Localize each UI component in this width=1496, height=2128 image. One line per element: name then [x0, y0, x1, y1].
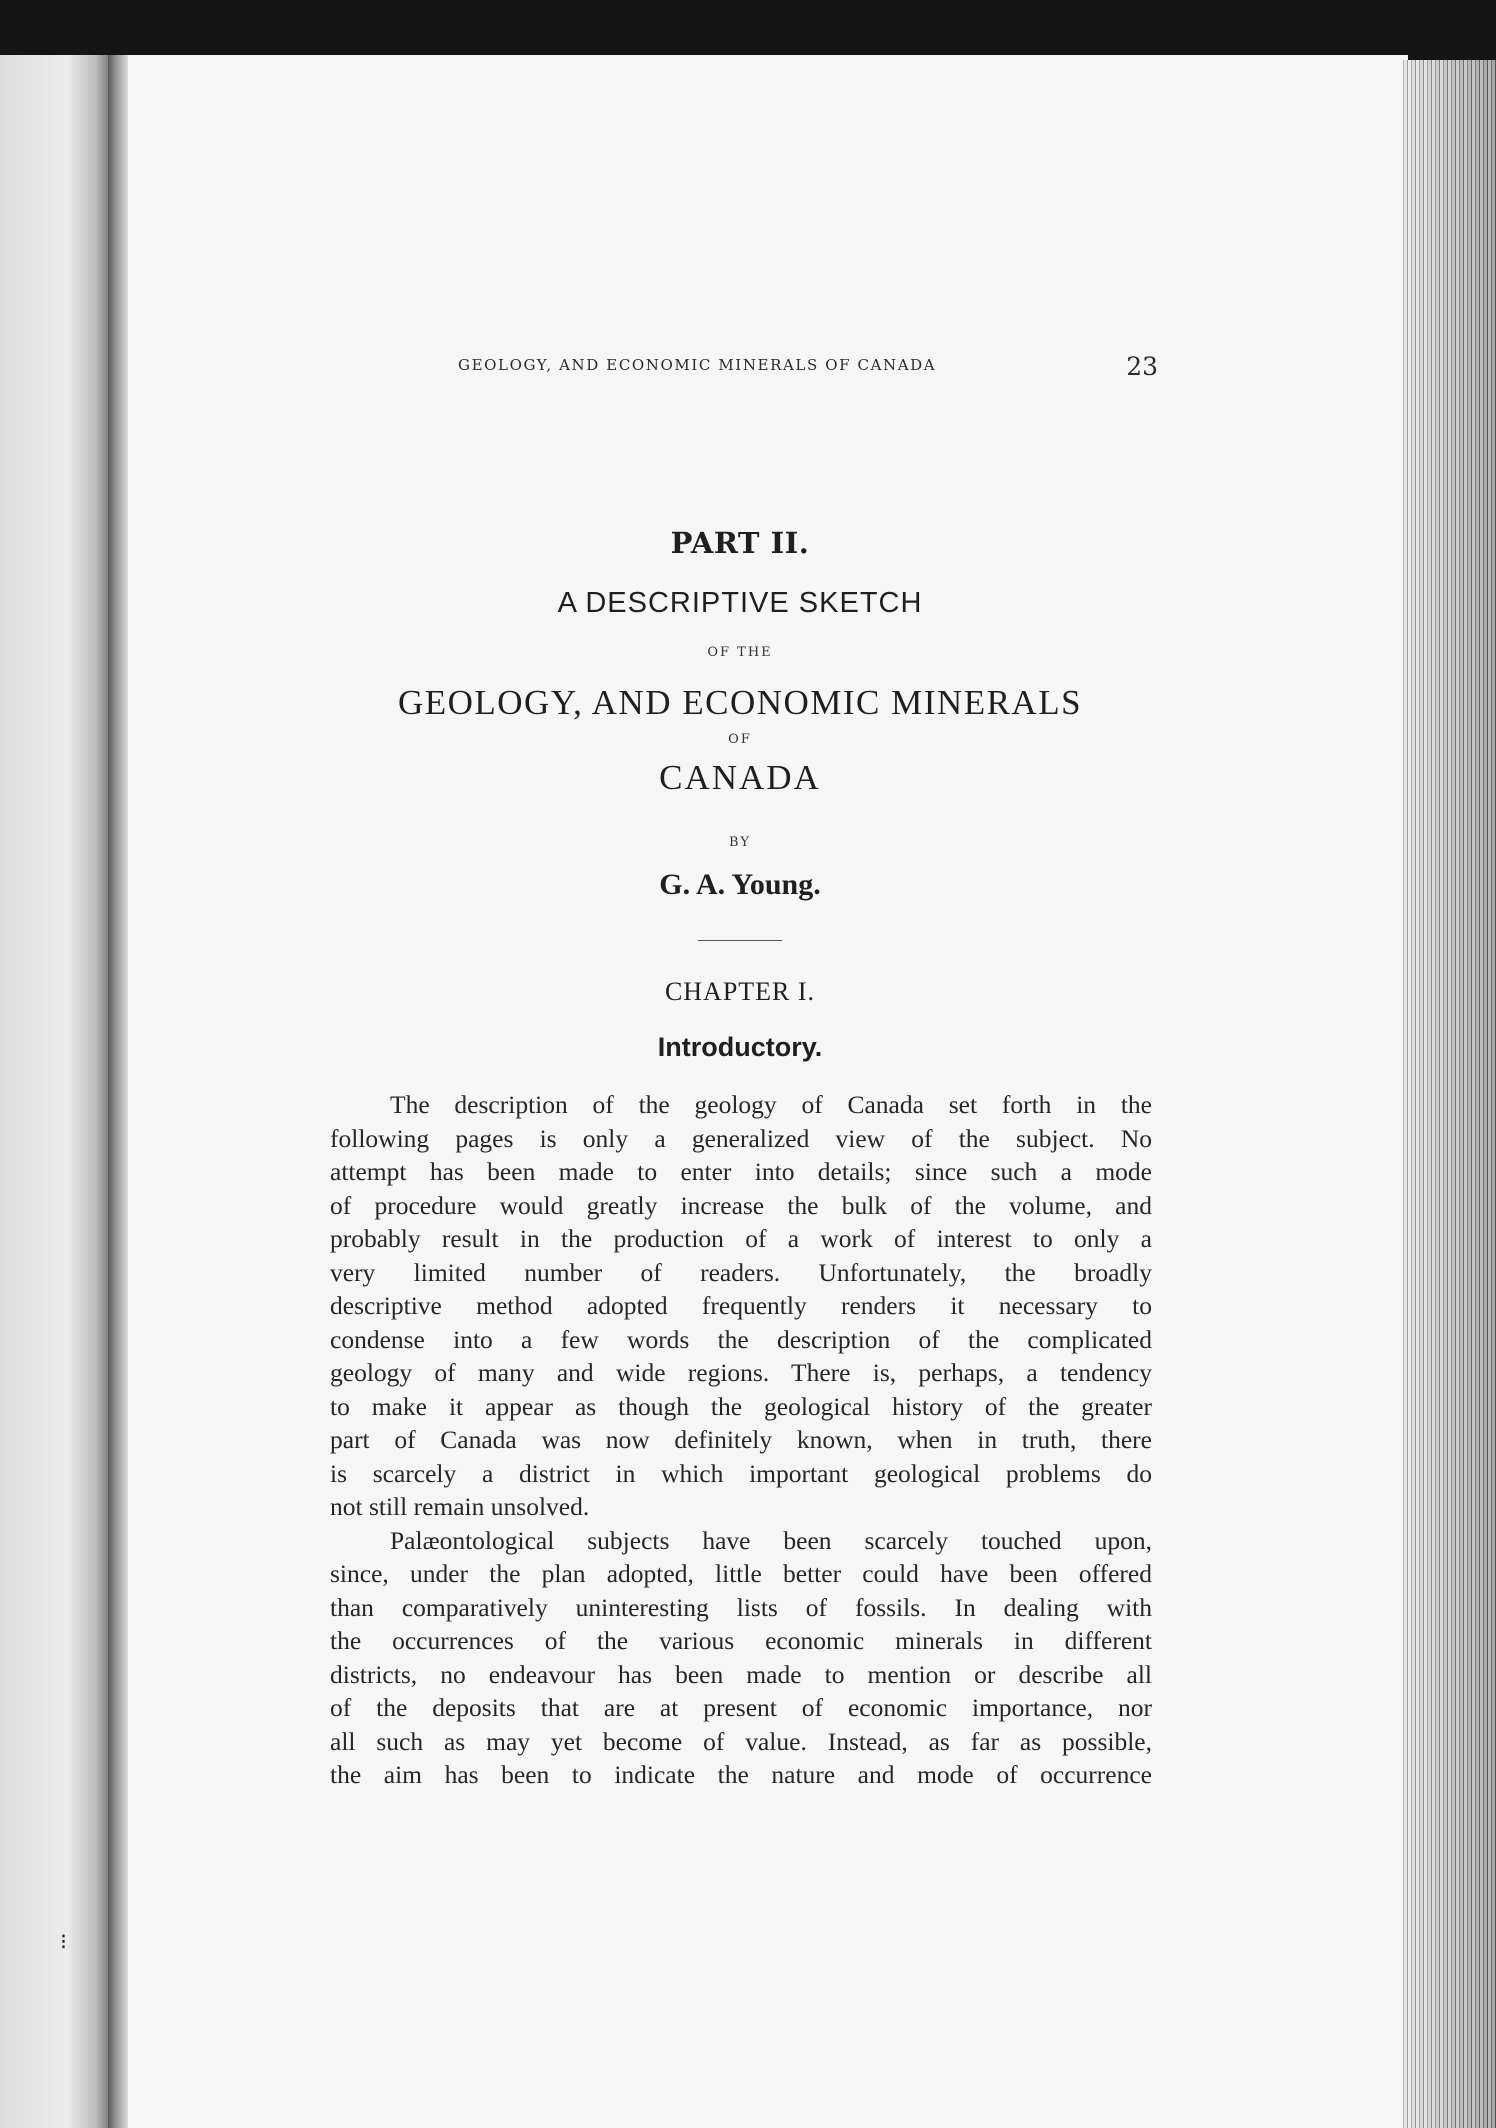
running-title: GEOLOGY, AND ECONOMIC MINERALS OF CANADA [458, 356, 937, 374]
descriptive-sketch-title: A DESCRIPTIVE SKETCH [557, 587, 923, 619]
page-block-shade [1400, 60, 1496, 2128]
book-gutter [108, 55, 130, 2128]
text-line: part of Canada was now definitely known, when in truth, there [330, 1425, 1152, 1454]
section-divider [698, 940, 782, 941]
of-the-label: OF THE [707, 645, 773, 660]
text-line: condense into a few words the description of the complicated [330, 1324, 1152, 1354]
page-number: 23 [1126, 352, 1158, 381]
part-title: PART II. [670, 526, 810, 560]
text-line: districts, no endeavour has been made to mention or describe all [330, 1659, 1152, 1689]
margin-mark: ⁝ [60, 1930, 67, 1955]
text-line: to make it appear as though the geological history of the greater [330, 1391, 1152, 1421]
running-head [458, 352, 1158, 386]
text-line: very limited number of readers. Unfortunately, the broadly [330, 1257, 1152, 1287]
book-main-title: GEOLOGY, AND ECONOMIC MINERALS [397, 683, 1083, 722]
author-name: G. A. Young. [659, 868, 821, 901]
text-line: probably result in the production of a work of interest to only a [330, 1224, 1152, 1253]
text-line: descriptive method adopted frequently renders it necessary to [330, 1291, 1152, 1320]
text-line: attempt has been made to enter into details; since such a mode [330, 1157, 1152, 1186]
text-line: of procedure would greatly increase the bulk of the volume, and [330, 1190, 1152, 1220]
text-line: all such as may yet become of value. Instead, as far as possible, [330, 1726, 1152, 1756]
country-title: CANADA [659, 758, 821, 797]
by-label: BY [729, 835, 751, 850]
chapter-number: CHAPTER I. [664, 977, 816, 1006]
chapter-title: Introductory. [657, 1032, 823, 1062]
text-line: geology of many and wide regions. There is, perhaps, a tendency [330, 1358, 1152, 1387]
text-line: the occurrences of the various economic minerals in different [330, 1626, 1152, 1655]
facing-page-edge [0, 55, 112, 2128]
text-line: since, under the plan adopted, little better could have been offered [330, 1559, 1152, 1588]
text-line: not still remain unsolved. [330, 1492, 590, 1521]
text-line: the aim has been to indicate the nature and mode of occurrence [330, 1760, 1152, 1789]
text-line: The description of the geology of Canada set forth in the [390, 1090, 1152, 1119]
text-line: of the deposits that are at present of economic importance, nor [330, 1693, 1152, 1722]
body-text [330, 1088, 1152, 1792]
text-line: Palæontological subjects have been scarcely touched upon, [390, 1525, 1152, 1555]
of-label: OF [728, 732, 752, 747]
text-line: than comparatively uninteresting lists of fossils. In dealing with [330, 1592, 1152, 1622]
text-line: is scarcely a district in which important geological problems do [330, 1458, 1152, 1488]
text-line: following pages is only a generalized view of the subject. No [330, 1123, 1152, 1153]
